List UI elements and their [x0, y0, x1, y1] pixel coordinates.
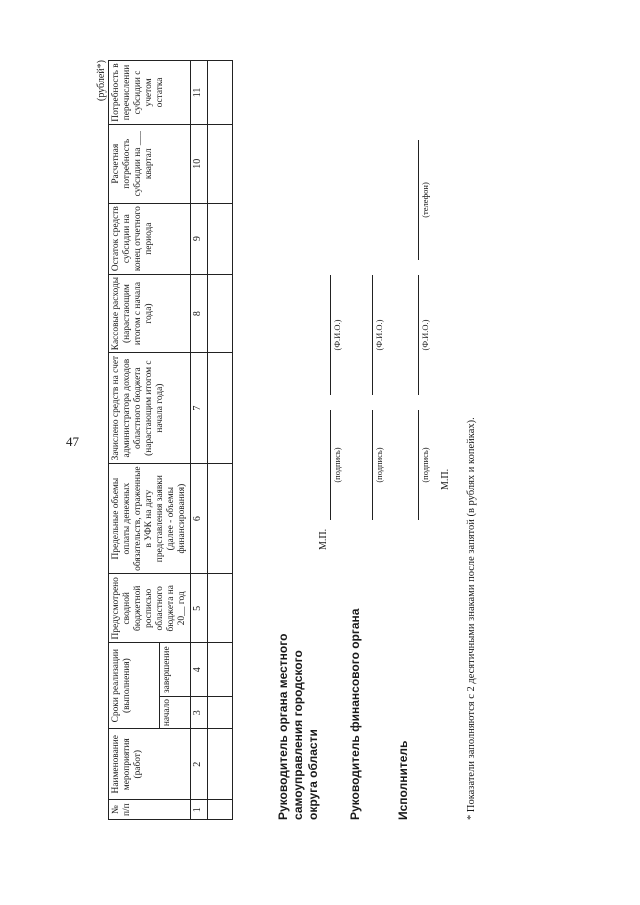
table-cell	[208, 203, 233, 274]
column-number: 5	[191, 574, 208, 643]
fio-line	[372, 275, 373, 395]
signature-line	[330, 410, 331, 520]
column-number: 1	[191, 800, 208, 820]
header-name: Наименование мероприятия (работ)	[109, 729, 191, 800]
column-number: 10	[191, 124, 208, 203]
signature-caption: (подпись)	[374, 447, 384, 483]
fio-caption: (Ф.И.О.)	[374, 319, 384, 351]
header-need: Потребность в перечислении субсидии с учетом остатка	[109, 61, 191, 125]
fio-line	[330, 275, 331, 395]
table-cell	[208, 124, 233, 203]
header-calculated: Расчетная потребность субсидии на ___ квартал	[109, 124, 191, 203]
table-cell	[208, 574, 233, 643]
column-number: 9	[191, 203, 208, 274]
column-number: 6	[191, 463, 208, 574]
table-cell	[208, 697, 233, 729]
column-number: 11	[191, 61, 208, 125]
table-cell	[208, 800, 233, 820]
header-end: завершение	[160, 643, 191, 697]
table-cell	[208, 729, 233, 800]
head-finance-title: Руководитель финансового органа	[348, 608, 362, 820]
mp-stamp-label: М.П.	[318, 528, 329, 550]
header-limits: Предельные объемы оплаты денежных обязательств, отраженные в УФК на дату представления заявки (далее - объемы финансирования)	[109, 463, 191, 574]
landscape-content	[96, 60, 480, 820]
column-number: 4	[191, 643, 208, 697]
signature-caption: (подпись)	[332, 447, 342, 483]
phone-caption: (телефон)	[420, 182, 430, 218]
column-number-row	[191, 61, 208, 820]
signature-line	[372, 410, 373, 520]
executor-title: Исполнитель	[396, 740, 410, 820]
page-number: 47	[66, 434, 79, 449]
table-cell	[208, 463, 233, 574]
table-cell	[208, 353, 233, 464]
unit-note: (рублей*)	[96, 60, 107, 102]
column-number: 8	[191, 274, 208, 353]
table-cell	[208, 643, 233, 697]
phone-line	[418, 140, 419, 260]
table-cell	[208, 274, 233, 353]
header-planned: Предусмотрено сводной бюджетной росписью областного бюджета на 20__ год	[109, 574, 191, 643]
fio-line	[418, 275, 419, 395]
header-num: № п/п	[109, 800, 191, 820]
column-number: 2	[191, 729, 208, 800]
footnote: * Показатели заполняются с 2 десятичными знаками после запятой (в рублях и копейках).	[466, 417, 477, 820]
signature-line	[418, 410, 419, 520]
column-number: 7	[191, 353, 208, 464]
column-number: 3	[191, 697, 208, 729]
signature-caption: (подпись)	[420, 447, 430, 483]
header-cash: Кассовые расходы (нарастающим итогом с начала года)	[109, 274, 191, 353]
fio-caption: (Ф.И.О.)	[332, 319, 342, 351]
table-cell	[208, 61, 233, 125]
header-start: начало	[160, 697, 191, 729]
header-terms: Сроки реализации (выполнения)	[109, 643, 160, 729]
mp-stamp-label: М.П.	[440, 468, 451, 490]
head-local-title: Руководитель органа местного самоуправления городского округа области	[276, 633, 320, 820]
header-credited: Зачислено средств на счет администратора доходов областного бюджета (нарастающим итогом с начала года)	[109, 353, 191, 464]
header-balance: Остаток средств субсидии на конец отчетного периода	[109, 203, 191, 274]
header-row	[109, 61, 160, 820]
fio-caption: (Ф.И.О.)	[420, 319, 430, 351]
subsidy-report-table	[108, 60, 233, 820]
empty-data-row	[208, 61, 233, 820]
